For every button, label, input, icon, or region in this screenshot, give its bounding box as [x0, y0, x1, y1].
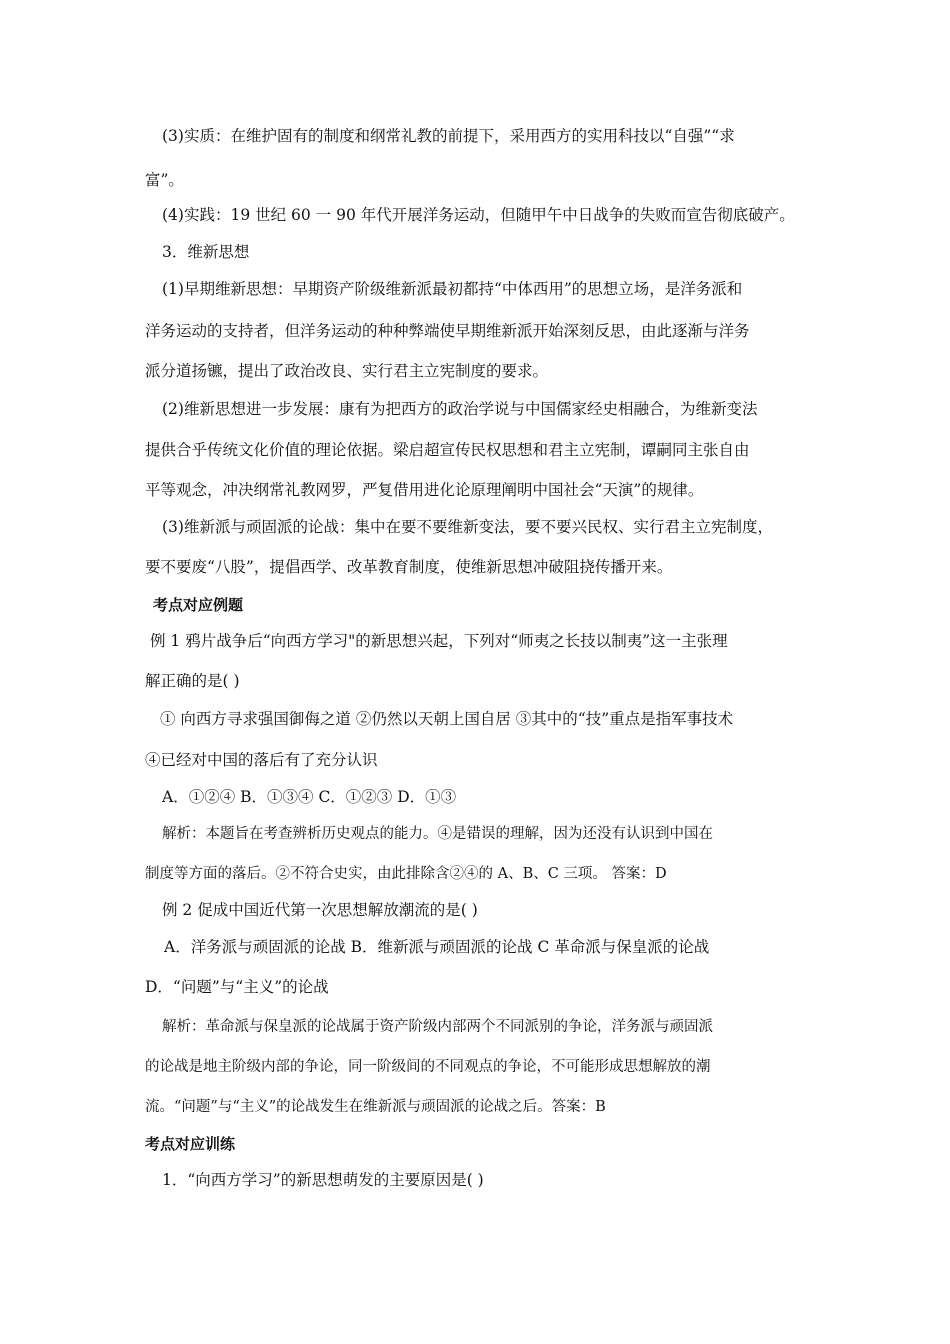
text-line: 的论战是地主阶级内部的争论，同一阶级间的不同观点的争论，不可能形成思想解放的潮: [145, 1059, 711, 1075]
text-line: (4)实践：19 世纪 60 一 90 年代开展洋务运动，但随甲午中日战争的失败而宣告彻底破产。: [162, 206, 795, 224]
text-line: 要不要废“八股”，提倡西学、改革教育制度，使维新思想冲破阻挠传播开来。: [145, 558, 673, 576]
text-line: 平等观念，冲决纲常礼教网罗，严复借用进化论原理阐明中国社会“天演”的规律。: [145, 481, 704, 499]
text-line: 例 2 促成中国近代第一次思想解放潮流的是( ): [162, 901, 478, 919]
section-heading: 考点对应例题: [153, 596, 244, 614]
text-line: A．洋务派与顽固派的论战 B．维新派与顽固派的论战 C 革命派与保皇派的论战: [164, 938, 710, 956]
text-line: 解正确的是( ): [145, 672, 240, 690]
text-line: (1)早期维新思想：早期资产阶级维新派最初都持“中体西用”的思想立场，是洋务派和: [162, 280, 743, 298]
text-line: D．“问题”与“主义”的论战: [145, 978, 329, 996]
text-line: 例 1 鸦片战争后“向西方学习"的新思想兴起，下列对“师夷之长技以制夷”这一主张理: [150, 632, 728, 650]
text-line: 解析：本题旨在考查辨析历史观点的能力。④是错误的理解，因为还没有认识到中国在: [162, 826, 713, 842]
text-line: 3．维新思想: [162, 243, 250, 261]
text-line: 派分道扬镳，提出了政治改良、实行君主立宪制度的要求。: [145, 362, 549, 380]
section-heading: 考点对应训练: [145, 1135, 236, 1153]
text-line: ④已经对中国的落后有了充分认识: [145, 751, 378, 769]
text-line: ① 向西方寻求强国御侮之道 ②仍然以天朝上国自居 ③其中的“技”重点是指军事技术: [160, 710, 734, 728]
text-line: 1．“向西方学习”的新思想萌发的主要原因是( ): [162, 1171, 484, 1189]
text-line: (3)实质：在维护固有的制度和纲常礼教的前提下，采用西方的实用科技以“自强”“求: [162, 127, 735, 145]
text-line: 洋务运动的支持者，但洋务运动的种种弊端使早期维新派开始深刻反思，由此逐渐与洋务: [145, 322, 750, 340]
text-line: (3)维新派与顽固派的论战：集中在要不要维新变法，要不要兴民权、实行君主立宪制度，: [162, 518, 773, 536]
text-line: 制度等方面的落后。②不符合史实，由此排除含②④的 A、B、C 三项。 答案：D: [145, 866, 667, 882]
text-line: A．①②④ B．①③④ C．①②③ D．①③: [162, 788, 457, 806]
text-line: 解析：革命派与保皇派的论战属于资产阶级内部两个不同派别的争论，洋务派与顽固派: [162, 1019, 713, 1035]
text-line: 提供合乎传统文化价值的理论依据。梁启超宣传民权思想和君主立宪制，谭嗣同主张自由: [145, 441, 750, 459]
text-line: (2)维新思想进一步发展：康有为把西方的政治学说与中国儒家经史相融合，为维新变法: [162, 400, 758, 418]
text-line: 富”。: [145, 171, 184, 189]
text-line: 流。“问题”与“主义”的论战发生在维新派与顽固派的论战之后。答案：B: [145, 1099, 606, 1115]
